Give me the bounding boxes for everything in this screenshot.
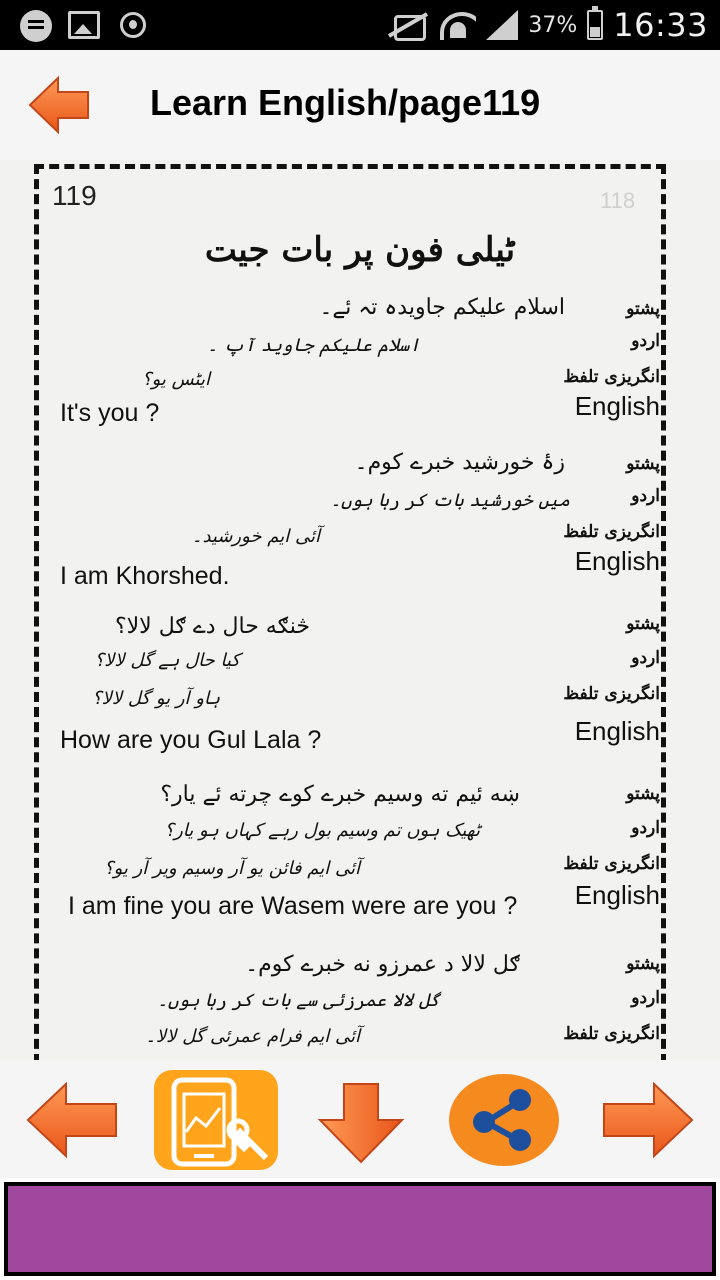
location-icon xyxy=(120,12,146,38)
urdu-label: اردو xyxy=(631,648,660,668)
pashto-label: پشتو xyxy=(626,454,660,474)
phrase-entry xyxy=(60,780,660,930)
mute-icon xyxy=(386,11,430,39)
next-page-button[interactable] xyxy=(602,1070,694,1170)
phrase-entry xyxy=(60,450,660,590)
pashto-text: ښه ئیم ته وسیم خبرے کوے چرته ئے یار؟ xyxy=(160,782,520,807)
english-text: How are you Gul Lala ? xyxy=(60,726,322,754)
message-icon xyxy=(20,10,52,42)
phrase-entry xyxy=(60,950,660,1060)
urdu-label: اردو xyxy=(631,486,660,506)
translit-text: آئی ایم خورشید۔ xyxy=(191,526,320,547)
back-button[interactable] xyxy=(28,74,90,136)
pashto-label: پشتو xyxy=(626,784,660,804)
right-arrow-icon xyxy=(602,1070,694,1170)
share-icon xyxy=(448,1072,560,1168)
mobile-settings-icon xyxy=(154,1070,278,1170)
translit-text: آئی ایم فائن یو آر وسیم ویر آر یو؟ xyxy=(104,858,360,879)
urdu-label: اردو xyxy=(631,988,660,1008)
translit-text: آئی ایم فرام عمرئی گل لالا۔ xyxy=(145,1026,360,1047)
urdu-text: گل لالا عمرزئی سے بات کر رہا ہوں۔ xyxy=(157,990,440,1011)
pashto-label: پشتو xyxy=(626,614,660,634)
ad-area xyxy=(0,1178,720,1280)
english-text: I am Khorshed. xyxy=(60,562,230,590)
pashto-label: پشتو xyxy=(626,954,660,974)
ad-banner[interactable] xyxy=(4,1182,716,1276)
left-arrow-icon xyxy=(28,74,90,136)
translit-label: انگریزی تلفظ xyxy=(563,684,660,704)
battery-icon xyxy=(587,10,603,40)
pashto-text: څنګه حال دے ګل لالا؟ xyxy=(114,614,310,639)
urdu-label: اردو xyxy=(631,331,660,351)
app-settings-button[interactable] xyxy=(154,1070,278,1170)
page-heading: ٹیلی فون پر بات جیت xyxy=(204,230,516,270)
urdu-text: اسلام علیکم جاوید آپ ۔ xyxy=(207,335,420,356)
page-number: 119 xyxy=(52,180,97,211)
left-arrow-icon xyxy=(26,1070,118,1170)
english-label: English xyxy=(574,546,660,576)
pashto-label: پشتو xyxy=(626,299,660,319)
urdu-text: ٹھیک ہوں تم وسیم بول رہے کہاں ہو یار؟ xyxy=(164,820,480,841)
translit-text: ہاو آر یو گل لالا؟ xyxy=(92,688,220,709)
english-label: English xyxy=(574,880,660,910)
bottom-toolbar xyxy=(0,1060,720,1178)
english-text: It's you ? xyxy=(60,399,160,427)
app-header xyxy=(0,50,720,160)
download-button[interactable] xyxy=(316,1070,406,1170)
pashto-text: اسلام علیکم جاویدہ تہ ئے۔ xyxy=(319,295,565,320)
urdu-text: میں خورشید بات کر رہا ہوں۔ xyxy=(330,490,570,511)
status-bar xyxy=(0,0,720,50)
translit-label: انگریزی تلفظ xyxy=(563,522,660,542)
image-icon xyxy=(68,11,100,39)
translit-label: انگریزی تلفظ xyxy=(563,1024,660,1044)
share-button[interactable] xyxy=(448,1072,560,1172)
book-page[interactable]: 118 119 ٹیلی فون پر بات جیت پشتو اسلام علیکم جاویدہ تہ ئے۔ اردو اسلام علیکم جاوید آپ ۔ انگریزی تلفظ ایٹس یو؟ English It's you ? پشتو زۂ خورشید خبرے کوم۔ اردو میں خورشید بات کر رہا ہوں۔ انگریزی تلفظ آئی ایم خورشید۔ English I am Khorshed. پشتو څنګه حال دے ګل لالا؟ اردو کیا حال ہے گل لالا؟ انگریزی تلفظ ہاو آر یو گل لالا؟ English How are you Gul Lala ? پشتو ښه ئیم ته وسیم خبرے کوے چرته ئے یار؟ اردو ٹھیک ہوں تم وسیم بول رہے کہاں ہو یار؟ انگریزی تلفظ آئی ایم فائن یو آر وسیم ویر آر یو؟ English I am fine you are Wasem were are you ? پشتو ګل لالا د عمرزو نه خبرے کوم۔ اردو گل لالا عمرزئی سے بات کر رہا ہوں۔ انگریزی تلفظ آئی ایم فرام عمرئی گل لالا۔ xyxy=(0,160,720,1060)
signal-icon xyxy=(486,10,518,40)
english-label: English xyxy=(574,391,660,421)
translit-label: انگریزی تلفظ xyxy=(563,367,660,387)
clock: 16:33 xyxy=(613,6,708,44)
page-title: Learn English/page119 xyxy=(150,82,541,123)
pashto-text: ګل لالا د عمرزو نه خبرے کوم۔ xyxy=(245,952,520,977)
translit-label: انگریزی تلفظ xyxy=(563,854,660,874)
urdu-label: اردو xyxy=(631,818,660,838)
english-label: English xyxy=(574,716,660,746)
battery-percent: 37% xyxy=(528,12,578,38)
urdu-text: کیا حال ہے گل لالا؟ xyxy=(94,650,240,671)
down-arrow-icon xyxy=(316,1070,406,1170)
wifi-icon xyxy=(440,10,476,40)
phrase-entry xyxy=(60,610,660,760)
previous-page-button[interactable] xyxy=(26,1070,118,1170)
pashto-text: زۂ خورشید خبرے کوم۔ xyxy=(354,450,565,475)
english-text: I am fine you are Wasem were are you ? xyxy=(68,892,518,920)
phrase-entry xyxy=(60,295,660,435)
translit-text: ایٹس یو؟ xyxy=(142,369,210,390)
